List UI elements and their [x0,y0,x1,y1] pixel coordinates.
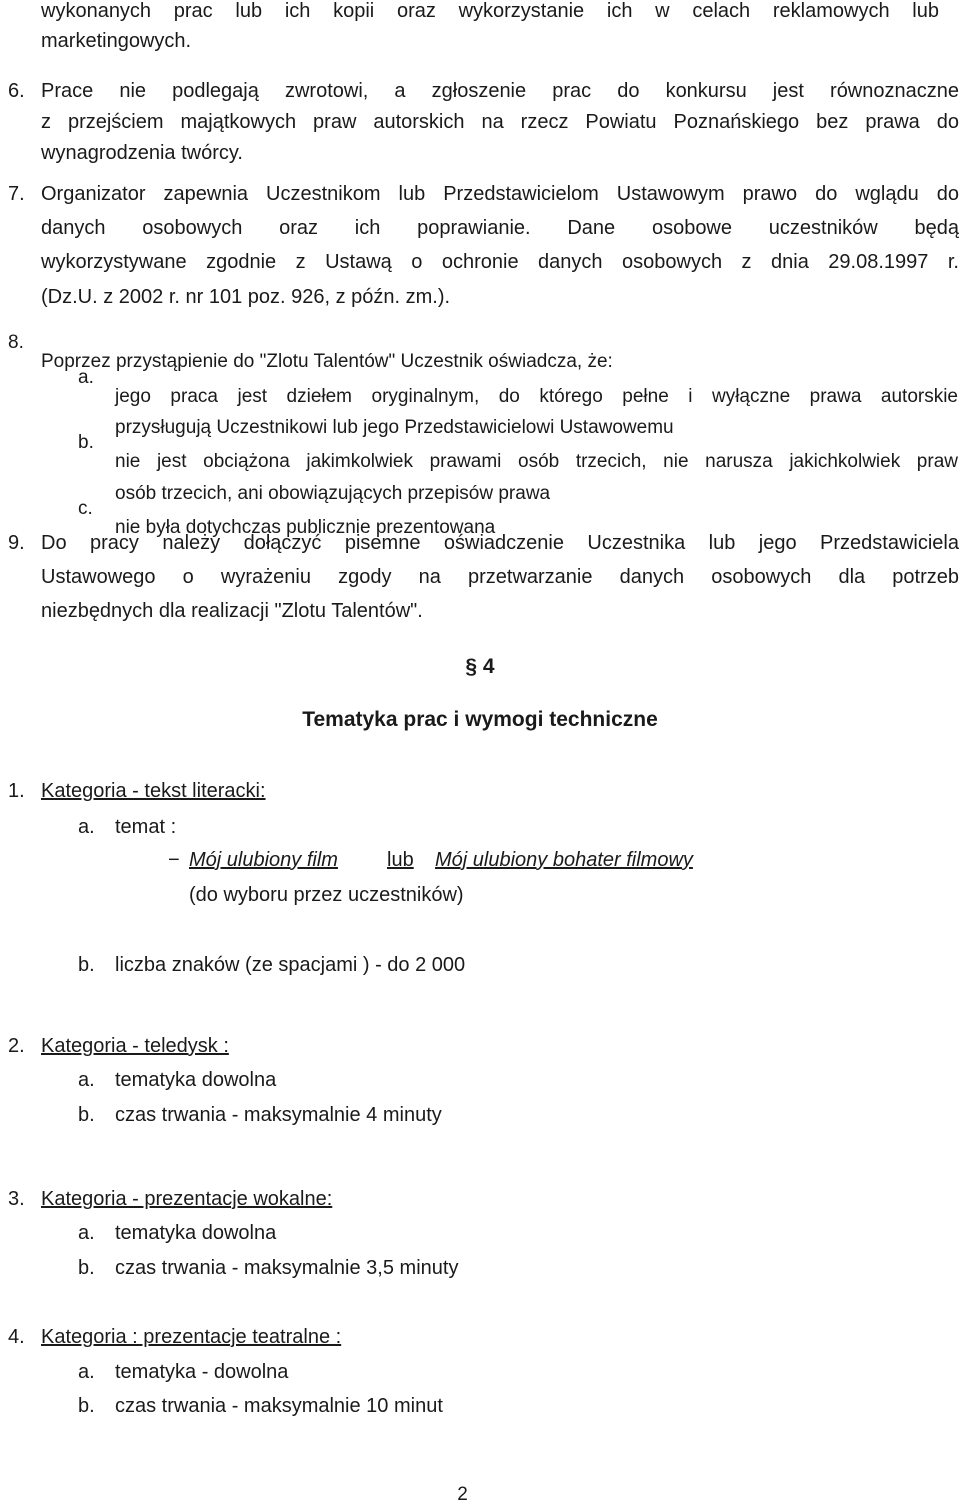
topic-text: Mój ulubiony film [189,849,338,871]
text-line: nie była dotychczas publicznie prezentowana [115,517,496,538]
text-line: Prace nie podlegają zwrotowi, a zgłoszenie prac do konkursu jest równoznaczne [41,80,959,102]
section-mark: § 4 [465,655,495,678]
text-line: Organizator zapewnia Uczestnikom lub Przedstawicielom Ustawowym prawo do wglądu do [41,183,959,205]
item-number: 8. [8,332,24,353]
list-label: a. [78,367,94,388]
item-number: 7. [8,183,25,205]
list-text: tematyka dowolna [115,1069,277,1091]
list-label: a. [78,1069,95,1091]
text-line: marketingowych. [41,30,192,52]
or-text [355,847,435,873]
item-number: 6. [8,80,25,102]
text-line: niezbędnych dla realizacji "Zlotu Talentów". [41,600,423,622]
list-label: b. [78,432,94,453]
category-number: 2. [8,1035,25,1057]
item-number: 9. [8,532,25,554]
category-number: 3. [8,1188,25,1210]
text-line: przysługują Uczestnikowi lub jego Przedstawicielowi Ustawowemu [115,417,674,438]
list-label: a. [78,816,95,838]
list-text: temat : [115,816,177,838]
text-line: wykorzystywane zgodnie z Ustawą o ochronie danych osobowych z dnia 29.08.1997 r. [41,251,959,273]
category-number: 1. [8,780,25,802]
section-title: Tematyka prac i wymogi techniczne [302,708,658,731]
category-title: Kategoria - tekst literacki: [41,780,266,802]
dash-bullet: − [168,849,180,871]
topic-text: Mój ulubiony bohater filmowy [435,849,693,871]
list-label: b. [78,1104,95,1126]
list-text: liczba znaków (ze spacjami ) - do 2 000 [115,954,466,976]
list-label: b. [78,954,95,976]
text-line: wynagrodzenia twórcy. [41,142,243,164]
text-line: danych osobowych oraz ich poprawianie. Dane osobowe uczestników będą [41,217,959,239]
text-line: (Dz.U. z 2002 r. nr 101 poz. 926, z późn. zm.). [41,286,451,308]
text-line: Poprzez przystąpienie do "Zlotu Talentów" Uczestnik oświadcza, że: [41,351,613,372]
category-title: Kategoria - teledysk : [41,1035,229,1057]
list-text: czas trwania - maksymalnie 3,5 minuty [115,1257,459,1279]
list-label: a. [78,1222,95,1244]
list-label: b. [78,1395,95,1417]
category-title: Kategoria - prezentacje wokalne: [41,1188,333,1210]
list-text: (do wyboru przez uczestników) [189,884,464,906]
list-text: czas trwania - maksymalnie 4 minuty [115,1104,442,1126]
or-word: lub [387,849,414,871]
category-title: Kategoria : prezentacje teatralne : [41,1326,342,1348]
text-line: jego praca jest dziełem oryginalnym, do którego pełne i wyłączne prawa autorskie [115,386,958,407]
list-text: czas trwania - maksymalnie 10 minut [115,1395,443,1417]
list-label: c. [78,498,93,519]
text-line: nie jest obciążona jakimkolwiek prawami osób trzecich, nie narusza jakichkolwiek praw [115,451,958,472]
text-line: z przejściem majątkowych praw autorskich na rzecz Powiatu Poznańskiego bez prawa do [41,111,959,133]
category-number: 4. [8,1326,25,1348]
list-text: tematyka - dowolna [115,1361,289,1383]
text-line: Ustawowego o wyrażeniu zgody na przetwarzanie danych osobowych dla potrzeb [41,566,959,588]
list-label: b. [78,1257,95,1279]
text-line: osób trzecich, ani obowiązujących przepisów prawa [115,483,551,504]
page-number: 2 [457,1484,468,1505]
list-label: a. [78,1361,95,1383]
text-line: wykonanych prac lub ich kopii oraz wykorzystanie ich w celach reklamowych lub [41,0,939,22]
text-line: Do pracy należy dołączyć pisemne oświadczenie Uczestnika lub jego Przedstawiciela [41,532,959,554]
list-text: tematyka dowolna [115,1222,277,1244]
